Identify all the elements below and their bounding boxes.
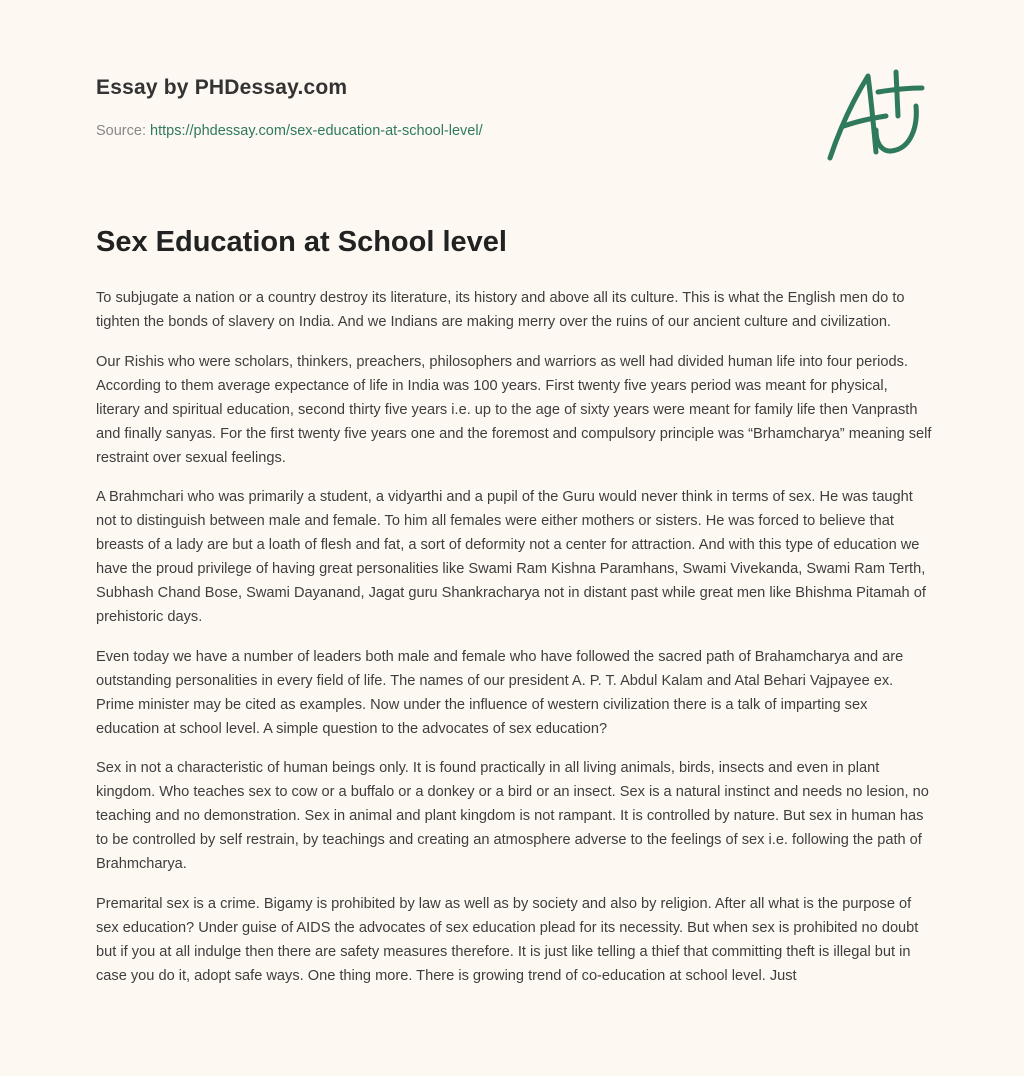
essay-paragraph: Our Rishis who were scholars, thinkers, preachers, philosophers and warriors as well had divided human life into four periods. According to them average expectance of life in India was 100 years. First twenty five years period was meant for physical, literary and spiritual education, second thirty five years i.e. up to the age of sixty years were meant for family life then Vanprasth and finally sanyas. For the first twenty five years one and the foremost and compulsory principle was “Brhamcharya” meaning self restraint over sexual feelings. xyxy=(96,353,932,466)
a-plus-logo-icon xyxy=(818,66,928,166)
essay-paragraph: To subjugate a nation or a country destroy its literature, its history and above all its culture. This is what the English men do to tighten the bonds of slavery on India. And we Indians are making merry over the ruins of our ancient culture and civilization. xyxy=(96,290,905,330)
source-link[interactable]: https://phdessay.com/sex-education-at-school-level/ xyxy=(150,123,483,139)
essay-paragraph: Sex in not a characteristic of human beings only. It is found practically in all living animals, birds, insects and even in plant kingdom. Who teaches sex to cow or a buffalo or a donkey or a bird or an insect. Sex is a natural instinct and needs no lesion, no teaching and no demonstration. Sex in animal and plant kingdom is not rampant. It is controlled by nature. But sex in human has to be controlled by self restrain, by teachings and creating an atmosphere adverse to the feelings of sex i.e. following the path of Brahmcharya. xyxy=(96,760,929,872)
essay-paragraph: Even today we have a number of leaders both male and female who have followed the sacred path of Brahamcharya and are outstanding personalities in every field of life. The names of our president A. P. T. Abdul Kalam and Atal Behari Vajpayee ex. Prime minister may be cited as examples. Now under the influence of western civilization there is a talk of imparting sex education at school level. A simple question to the advocates of sex education? xyxy=(96,648,904,737)
essay-body xyxy=(96,286,932,1003)
site-header xyxy=(96,76,796,139)
essay-paragraph: A Brahmchari who was primarily a student, a vidyarthi and a pupil of the Guru would never think in terms of sex. He was taught not to distinguish between male and female. To him all females were either mothers or sisters. He was forced to believe that breasts of a lady are but a loath of flesh and fat, a sort of deformity not a center for attraction. And with this type of education we have the proud privilege of having great personalities like Swami Ram Kishna Paramhans, Swami Vivekanda, Swami Ram Terth, Subhash Chand Bose, Swami Dayanand, Jagat guru Shankracharya not in distant past while great men like Bhishma Pitamah of prehistoric days. xyxy=(96,489,926,625)
essay-paragraph: Premarital sex is a crime. Bigamy is prohibited by law as well as by society and also by religion. After all what is the purpose of sex education? Under guise of AIDS the advocates of sex education plead for its necessity. But when sex is prohibited no doubt but if you at all indulge then there are safety measures therefore. It is just like telling a thief that committing theft is illegal but in case you do it, adopt safe ways. One thing more. There is growing trend of co-education at school level. Just xyxy=(96,895,919,984)
site-brand: Essay by PHDessay.com xyxy=(96,76,348,99)
source-label: Source: xyxy=(96,123,146,139)
essay-title: Sex Education at School level xyxy=(96,226,507,258)
source-line xyxy=(96,123,796,139)
